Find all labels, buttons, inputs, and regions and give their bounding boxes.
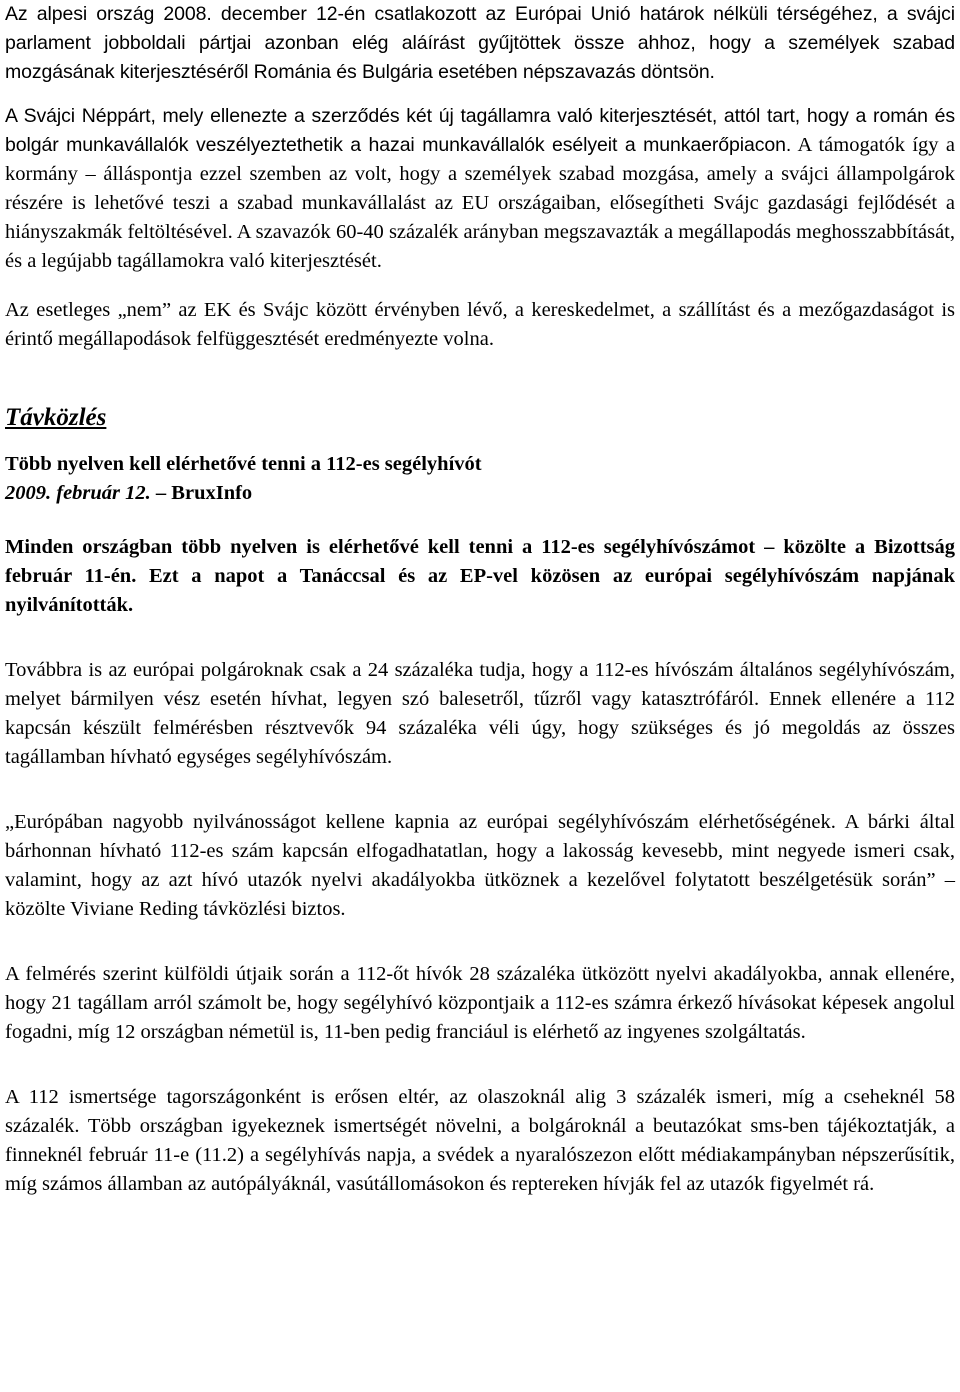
article-source: – BruxInfo — [150, 482, 253, 504]
article-date: 2009. február 12. — [5, 482, 151, 504]
intro-paragraph-2-serif: A támogatók így a kormány – álláspontja ezzel szemben az volt, hogy a személyek szabad mozgása, amely a svájci állampolgárok részére is lehetővé teszi a szabad munkavállalást az EU országaiban, elősegítheti Svájc gazdasági fejlődését a hiányszakmák feltöltésével. A szavazók 60-40 százalék arányban megszavazták a megállapodás meghosszabbítását, és a legújabb tagállamokra való kiterjesztését. — [5, 134, 955, 272]
article-meta — [5, 479, 955, 508]
article-paragraph-3: A felmérés szerint külföldi útjaik során a 112-őt hívók 28 százaléka ütközött nyelvi akadályokba, annak ellenére, hogy 21 tagállam arról számolt be, hogy segélyhívó központjaik a 112-es számra érkező hívásokat képesek angolul fogadni, míg 12 országban németül is, 11-ben pedig franciául is elérhető az ingyenes szolgáltatás. — [5, 963, 955, 1043]
article-header — [5, 450, 955, 508]
article-headline: Több nyelven kell elérhetővé tenni a 112-es segélyhívót — [5, 453, 482, 475]
article-paragraph-4: A 112 ismertsége tagországonként is erősen eltér, az olaszoknál alig 3 százalék ismeri, míg a cseheknél 58 százalék. Több országban igyekeznek ismertségét növelni, a bolgároknál a beutazókat sms-ben tájékoztatják, a finneknél február 11-e (11.2) a segélyhívás napja, a svédek a nyaralószezon előtt médiakampányban népszerűsítik, míg számos államban az autópályáknál, vasútállomásokon és reptereken hívják fel az utazók figyelmét rá. — [5, 1086, 955, 1195]
section-title: Távközlés — [5, 404, 107, 431]
intro-paragraph-2 — [5, 102, 955, 276]
document-page — [5, 0, 955, 1199]
intro-paragraph-2-sans: A Svájci Néppárt, mely ellenezte a szerződés két új tagállamra való kiterjesztését, attól tart, hogy a román és bolgár munkavállalók veszélyeztethetik a hazai munkavállalók esélyeit a munkaerőpiacon. — [5, 105, 955, 156]
article-paragraph-2: „Európában nagyobb nyilvánosságot kellene kapnia az európai segélyhívószám elérhetőségének. A bárki által bárhonnan hívható 112-es szám kapcsán elfogadhatatlan, hogy a lakosság kevesebb, mint negyede ismeri csak, valamint, hogy az azt hívó utazók nyelvi akadályokba ütköznek a kezelővel folytatott beszélgetésük során” – közölte Viviane Reding távközlési biztos. — [5, 811, 955, 920]
intro-paragraph-1: Az alpesi ország 2008. december 12-én csatlakozott az Európai Unió határok nélküli térségéhez, a svájci parlament jobboldali pártjai azonban elég aláírást gyűjtöttek össze ahhoz, hogy a személyek szabad mozgásának kiterjesztéséről Románia és Bulgária esetében népszavazás döntsön. — [5, 3, 955, 83]
intro-paragraph-3: Az esetleges „nem” az EK és Svájc között érvényben lévő, a kereskedelmet, a szállítást és a mezőgazdaságot is érintő megállapodások felfüggesztését eredményezte volna. — [5, 299, 955, 350]
article-lead: Minden országban több nyelven is elérhetővé kell tenni a 112-es segélyhívószámot – közölte a Bizottság február 11-én. Ezt a napot a Tanáccsal és az EP-vel közösen az európai segélyhívószám napjának nyilvánították. — [5, 536, 955, 616]
article-paragraph-1: Továbbra is az európai polgároknak csak a 24 százaléka tudja, hogy a 112-es hívószám általános segélyhívószám, melyet bármilyen vész esetén hívhat, legyen szó balesetről, tűzről vagy katasztrófáról. Ennek ellenére a 112 kapcsán készült felmérésben résztvevők 94 százaléka véli úgy, hogy szükséges és jó megoldás az összes tagállamban hívható egységes segélyhívószám. — [5, 659, 955, 768]
